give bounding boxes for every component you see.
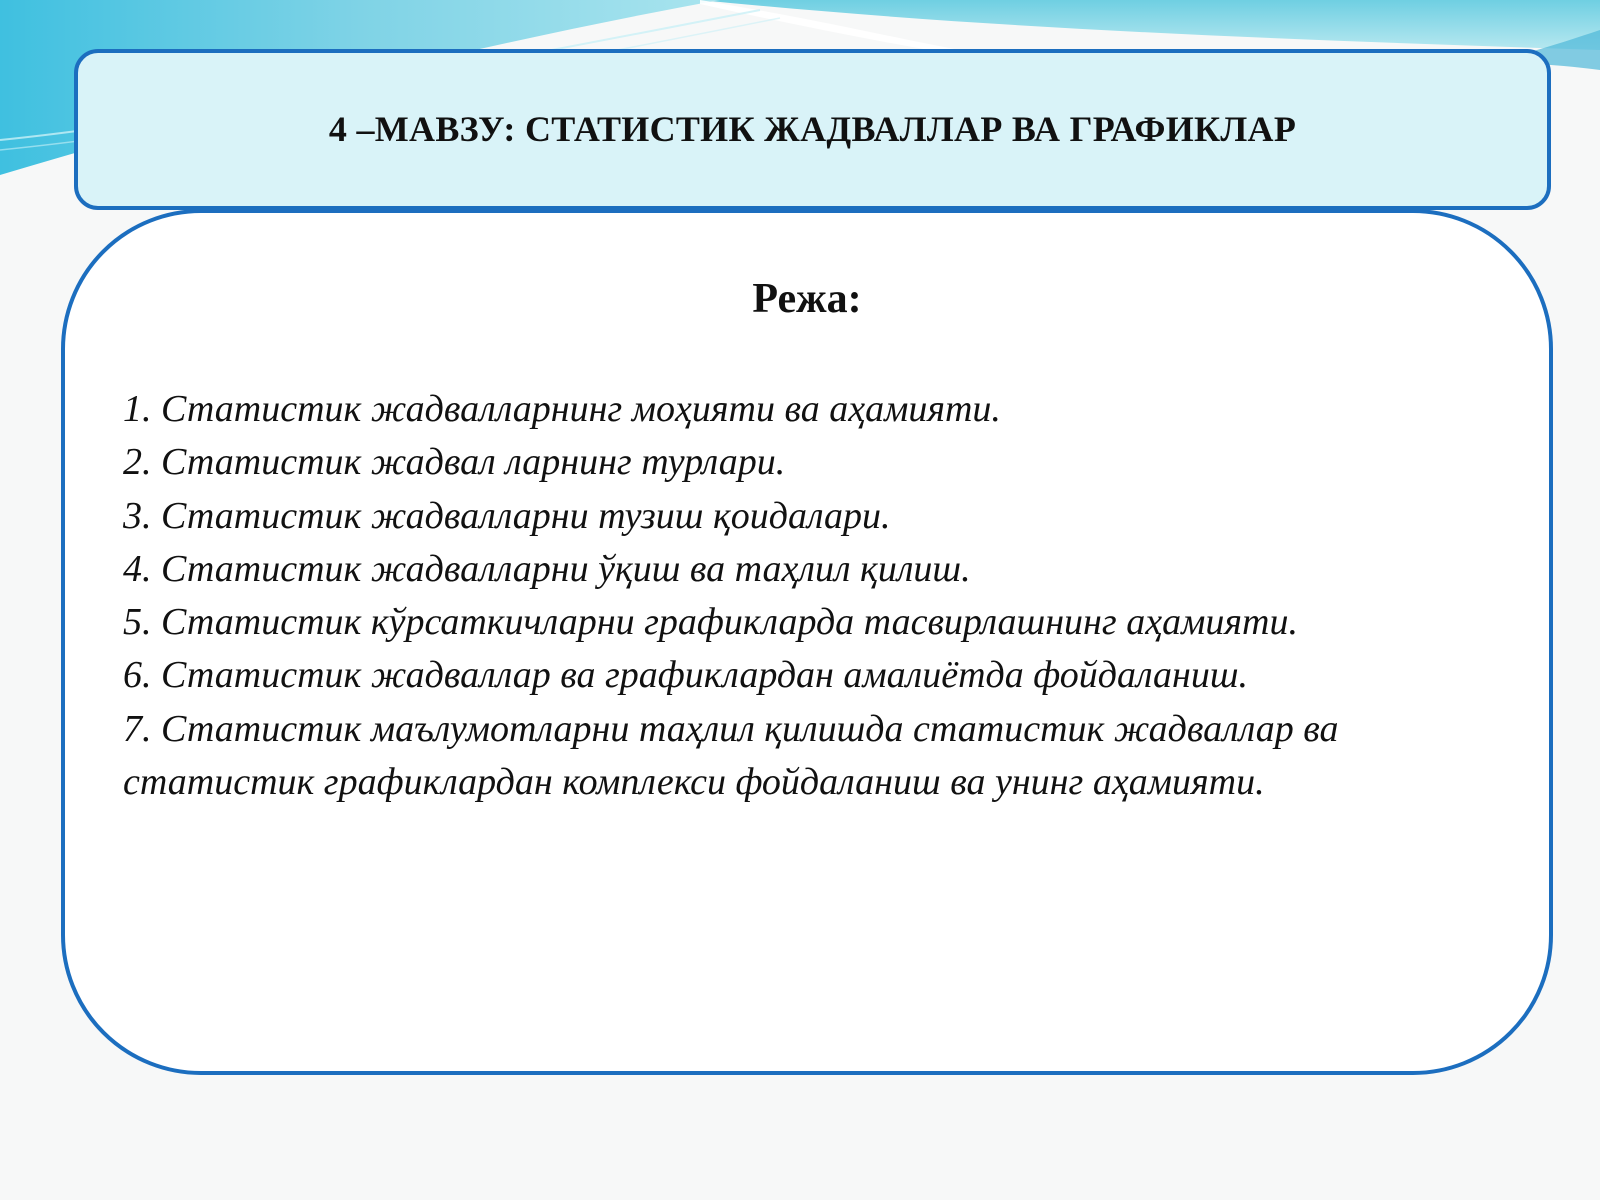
- plan-item-3: 3. Статистик жадвалларни тузиш қоидалари.: [123, 494, 891, 537]
- plan-item-4: 4. Статистик жадвалларни ўқиш ва таҳлил қилиш.: [123, 547, 971, 590]
- plan-item-7: 7. Статистик маълумотларни таҳлил қилишда статистик жадваллар ва статистик графиклардан комплекси фойдаланиш ва унинг аҳамияти.: [123, 707, 1339, 804]
- plan-item-1: 1. Статистик жадвалларнинг моҳияти ва аҳамияти.: [123, 388, 1001, 430]
- content-panel: [61, 209, 1553, 1075]
- plan-item-6: 6. Статистик жадваллар ва графиклардан амалиётда фойдаланиш.: [123, 654, 1249, 697]
- plan-item-2: 2. Статистик жадвал ларнинг турлари.: [123, 441, 786, 484]
- title-banner: [74, 49, 1551, 210]
- slide-title: 4 –МАВЗУ: СТАТИСТИК ЖАДВАЛЛАР ВА ГРАФИКЛАР: [328, 108, 1297, 149]
- plan-list: [123, 383, 1503, 809]
- plan-item-5: 5. Статистик кўрсаткичларни графикларда тасвирлашнинг аҳамияти.: [123, 601, 1298, 644]
- plan-heading: Режа:: [752, 276, 862, 322]
